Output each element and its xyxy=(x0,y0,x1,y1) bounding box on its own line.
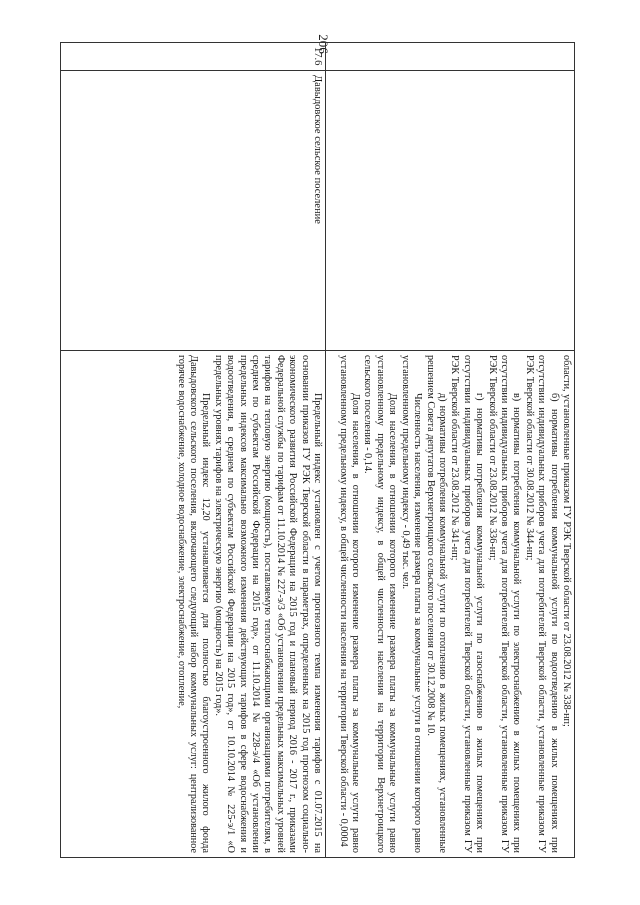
table-row xyxy=(326,43,575,858)
paragraph: г) нормативы потребления коммунальной услуги по газоснабжению в жилых помещениях при отсутствии индивидуальных приборов учета для потребителей Тверской области, установленные приказом ГУ РЭК Тверской области от 23.08.2012 № 341-нп; xyxy=(449,355,486,853)
rotated-table-container xyxy=(60,42,575,857)
paragraph: б) нормативы потребления коммунальной услуги по водоотведению в жилых помещениях при отсутствии индивидуальных приборов учета для потребителей Тверской области, установленные приказом ГУ РЭК Тверской области от 30.08.2012 № 344-нп; xyxy=(523,355,560,853)
page-number: 206 xyxy=(316,34,331,54)
settlement-name-cell xyxy=(326,71,575,351)
paragraph: Доля населения, в отношении которого изменение размера платы за коммунальные услуги равно установленному предельному индексу, в общей численности населения на территории Тверской области - 0,0004 xyxy=(337,355,362,853)
paragraph: д) нормативы потребления коммунальной услуги по отоплению в жилых помещениях, установленные решением Совета депутатов Верхнетроицкого сельского поселения от 30.12.2008 № 10. xyxy=(424,355,448,853)
row-number-cell xyxy=(326,43,575,71)
description-cell xyxy=(61,351,326,858)
paragraph: Предельный индекс установлен с учетом прогнозного темпа изменения тарифов с 01.07.2015 на основании приказов ГУ РЭК Тверской области в параметрах, определенных на 2015 год прогнозом социально-экономического развития Российской Федерации на 2015 год и плановый период 2016 - 2017 г., приказами Федеральной службы по тарифам от 11.10.2014 № 227-э/3 «Об установлении предельных максимальных уровней тарифов на тепловую энергию (мощность), поставляемую теплоснабжающими организациями потребителям, в среднем по субъектам Российской Федерации на 2015 год», от 11.10.2014 № 228-э/4 «Об установлении предельных индексов максимально возможного изменения действующих тарифов в сфере водоснабжения и водоотведения, в среднем по субъектам Российской Федерации на 2015 год», от 10.10.2014 № 225-э/1 «О предельных уровнях тарифов на электрическую энергию (мощность) на 2015 год». xyxy=(212,355,323,853)
description-cell xyxy=(326,351,575,858)
tariff-table xyxy=(60,42,575,858)
table-row xyxy=(61,43,326,858)
paragraph: Доля населения, в отношении которого изменение размера платы за коммунальные услуги равно установленному предельному индексу, в общей численности населения на территории Верхнетроицкого сельского поселения - 0,14. xyxy=(362,355,399,853)
paragraph: Численность населения, изменение размера платы за коммунальные услуги в отношении которого равно установленному предельному индексу - 0,49 тыс. чел. xyxy=(399,355,424,853)
paragraph: в) нормативы потребления коммунальной услуги по электроснабжению в жилых помещениях при отсутствии индивидуальных приборов учета для потребителей Тверской области, установленные приказом ГУ РЭК Тверской области от 23.08.2012 № 336-нп; xyxy=(486,355,523,853)
settlement-name-cell: Давыдовское сельское поселение xyxy=(61,71,326,351)
paragraph: Предельный индекс 12,20 устанавливается для полностью благоустроенного жилого фонда Давыдовского сельского поселения, включающего следующий набор коммунальных услуг: централизованное горячее водоснабжение, холодное водоснабжение, электроснабжение, отопление, xyxy=(175,355,212,853)
row-number-cell: 17.6 xyxy=(61,43,326,71)
paragraph: области, установленные приказом ГУ РЭК Тверской области от 23.08.2012 № 338-нп; xyxy=(561,355,572,727)
